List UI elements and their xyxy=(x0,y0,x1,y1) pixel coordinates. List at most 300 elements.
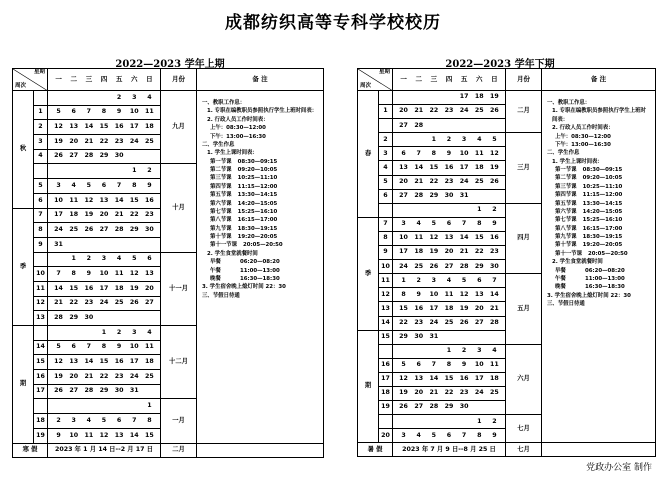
day-cell: 24 xyxy=(129,372,139,380)
day-cell xyxy=(442,207,456,213)
day-cell: 10 xyxy=(399,234,408,242)
week-number: 1 xyxy=(379,105,393,119)
notes-cell xyxy=(197,91,324,444)
weekday-name: 日 xyxy=(146,75,153,84)
day-cell: 30 xyxy=(114,152,124,160)
term-label: 季 xyxy=(13,208,34,326)
meal-hours: 11:00—13:00 xyxy=(585,275,625,282)
day-cell: 22 xyxy=(99,372,109,380)
day-cell: 9 xyxy=(416,290,421,298)
day-cell: 20 xyxy=(399,177,408,185)
week-days xyxy=(48,164,161,179)
day-cell: 10 xyxy=(69,431,79,439)
period-time: 11:15—12:00 xyxy=(582,192,623,199)
weekday-label: 星期 xyxy=(33,69,45,75)
week-days xyxy=(393,344,506,358)
notes-line: 2. 行政人员工作时间表： xyxy=(207,116,269,123)
class-period xyxy=(202,233,319,241)
day-cell: 12 xyxy=(129,269,139,277)
day-cell: 7 xyxy=(86,343,92,351)
day-cell: 27 xyxy=(444,262,454,270)
day-cell xyxy=(82,95,96,101)
day-cell: 7 xyxy=(416,149,421,157)
day-cell: 13 xyxy=(399,163,408,171)
day-cell xyxy=(412,419,426,425)
day-cell: 17 xyxy=(399,248,408,256)
day-cell xyxy=(457,123,471,129)
notes-line: 1. 学生上课时间表： xyxy=(552,158,603,165)
week-days xyxy=(48,281,161,296)
meal-time xyxy=(202,267,319,275)
meal-time xyxy=(547,267,651,275)
week-days xyxy=(393,415,506,429)
notes-time: 上午：08:30—12:00 xyxy=(555,133,611,140)
day-cell: 4 xyxy=(446,276,452,284)
week-row xyxy=(13,91,324,106)
day-cell: 7 xyxy=(132,416,137,424)
day-cell: 8 xyxy=(431,149,437,157)
day-cell: 28 xyxy=(84,152,94,160)
day-cell: 29 xyxy=(474,262,484,270)
week-days xyxy=(48,311,161,326)
period-time: 10:25—11:10 xyxy=(237,175,278,182)
period-time: 14:20—15:05 xyxy=(582,208,623,215)
day-cell xyxy=(397,137,411,143)
notes-header: 备 注 xyxy=(197,69,324,91)
day-cell: 20 xyxy=(99,211,109,219)
weekday-name: 四 xyxy=(100,75,108,84)
day-cell: 10 xyxy=(429,290,439,298)
week-number: 13 xyxy=(34,311,48,326)
vacation-label: 寒 假 xyxy=(13,443,48,457)
day-cell: 2 xyxy=(416,276,421,284)
week-days xyxy=(393,133,506,147)
week-number: 2 xyxy=(379,133,393,147)
day-cell: 12 xyxy=(99,431,109,439)
day-cell: 26 xyxy=(84,225,94,233)
day-cell: 13 xyxy=(99,196,109,204)
week-number: 12 xyxy=(379,288,393,302)
day-cell: 26 xyxy=(54,152,63,160)
term-label: 秋 xyxy=(13,91,34,209)
day-cell: 1 xyxy=(431,135,437,143)
day-cell: 30 xyxy=(459,403,469,411)
day-cell: 9 xyxy=(147,181,152,189)
period-time: 18:30—19:15 xyxy=(237,225,278,232)
day-cell: 13 xyxy=(69,123,79,131)
day-cell: 8 xyxy=(477,220,482,228)
class-period xyxy=(202,174,319,182)
period-name: 第三节课 xyxy=(555,183,577,190)
day-cell: 8 xyxy=(101,108,107,116)
vacation-dates: 2023 年 7 月 9 日--8 月 25 日 xyxy=(393,443,506,457)
class-period xyxy=(202,200,319,208)
day-cell: 29 xyxy=(99,152,109,160)
day-cell: 23 xyxy=(114,372,124,380)
day-cell: 15 xyxy=(69,284,79,292)
day-cell: 5 xyxy=(86,181,92,189)
period-name: 第六节课 xyxy=(210,200,232,207)
day-cell: 9 xyxy=(492,431,497,439)
vacation-notes xyxy=(197,443,324,457)
day-cell: 18 xyxy=(474,163,484,171)
class-period xyxy=(547,200,651,208)
day-cell: 12 xyxy=(429,234,439,242)
day-cell: 5 xyxy=(431,431,437,439)
day-cell: 1 xyxy=(147,402,152,410)
week-days xyxy=(393,358,506,372)
day-cell: 21 xyxy=(54,299,63,307)
day-cell xyxy=(412,348,426,354)
day-cell: 3 xyxy=(401,431,406,439)
day-cell: 6 xyxy=(401,149,406,157)
day-cell xyxy=(97,403,111,409)
day-cell: 25 xyxy=(474,107,484,115)
day-cell: 19 xyxy=(54,372,63,380)
day-cell: 19 xyxy=(84,211,94,219)
day-cell: 23 xyxy=(84,299,94,307)
weekday-name: 四 xyxy=(445,75,453,84)
day-cell: 24 xyxy=(429,318,439,326)
class-period xyxy=(202,183,319,191)
week-days xyxy=(393,401,506,415)
week-number xyxy=(379,203,393,217)
day-cell: 5 xyxy=(492,135,497,143)
week-number: 16 xyxy=(379,358,393,372)
weekday-name: 日 xyxy=(491,75,498,84)
day-cell xyxy=(487,123,501,129)
week-days xyxy=(48,370,161,385)
day-cell: 17 xyxy=(429,304,439,312)
notes-time: 下午：13:00—16:30 xyxy=(555,141,611,148)
period-name: 第十一节课 xyxy=(210,242,237,249)
vacation-label: 暑 假 xyxy=(358,443,393,457)
day-cell: 1 xyxy=(132,167,137,175)
meal-name: 午餐 xyxy=(210,267,221,274)
day-cell xyxy=(67,403,81,409)
week-number: 4 xyxy=(34,149,48,164)
day-cell xyxy=(442,94,456,100)
day-cell: 25 xyxy=(114,299,124,307)
week-number: 8 xyxy=(379,231,393,245)
day-cell: 5 xyxy=(101,416,107,424)
day-cell: 24 xyxy=(99,299,109,307)
day-cell: 2 xyxy=(461,347,467,355)
day-cell: 4 xyxy=(147,328,152,336)
week-number: 20 xyxy=(379,429,393,443)
day-cell: 19 xyxy=(429,248,439,256)
day-cell: 11 xyxy=(444,290,454,298)
meal-hours: 11:00—13:00 xyxy=(240,267,280,274)
day-cell: 6 xyxy=(446,220,452,228)
day-cell: 11 xyxy=(69,196,79,204)
day-cell: 16 xyxy=(414,304,424,312)
day-cell: 26 xyxy=(399,403,408,411)
day-cell xyxy=(487,404,501,410)
day-cell xyxy=(442,334,456,340)
day-cell: 2 xyxy=(446,135,452,143)
day-cell xyxy=(487,334,501,340)
week-days xyxy=(393,274,506,288)
day-cell: 6 xyxy=(116,416,122,424)
day-cell: 17 xyxy=(474,375,484,383)
day-cell: 20 xyxy=(444,248,454,256)
day-cell xyxy=(127,403,141,409)
day-cell xyxy=(67,95,81,101)
day-cell xyxy=(142,153,156,159)
day-cell: 4 xyxy=(492,347,497,355)
day-cell: 17 xyxy=(459,163,469,171)
day-cell: 17 xyxy=(99,284,109,292)
class-period xyxy=(547,166,651,174)
day-cell: 18 xyxy=(145,358,154,366)
period-name: 第八节课 xyxy=(555,225,577,232)
day-cell: 26 xyxy=(54,387,63,395)
day-cell: 21 xyxy=(84,372,94,380)
class-period xyxy=(547,174,651,182)
notes-content xyxy=(547,99,651,308)
day-cell: 5 xyxy=(132,255,137,263)
week-days xyxy=(393,119,506,133)
day-cell: 2 xyxy=(116,93,122,101)
day-cell: 29 xyxy=(129,225,139,233)
week-number xyxy=(379,91,393,105)
vacation-dates: 2023 年 1 月 14 日--2 月 17 日 xyxy=(48,443,161,457)
day-cell xyxy=(97,95,111,101)
day-cell: 29 xyxy=(399,332,408,340)
class-period xyxy=(547,183,651,191)
week-days xyxy=(48,267,161,282)
day-cell: 8 xyxy=(147,416,152,424)
day-cell: 24 xyxy=(474,389,484,397)
day-cell: 20 xyxy=(145,284,154,292)
day-cell xyxy=(457,419,471,425)
fall-semester-title: 2022—2023 学年上期 xyxy=(115,59,225,70)
day-cell: 4 xyxy=(147,93,152,101)
notes-line: 三、节假日待通 xyxy=(547,301,585,307)
day-cell: 19 xyxy=(490,93,499,101)
period-name: 第十一节课 xyxy=(555,250,582,257)
week-number xyxy=(34,252,48,267)
day-cell: 6 xyxy=(477,276,482,284)
day-cell xyxy=(142,242,156,248)
day-cell: 26 xyxy=(129,299,139,307)
day-cell: 18 xyxy=(114,284,124,292)
week-days xyxy=(48,414,161,429)
meal-hours: 06:20—08:20 xyxy=(240,259,280,266)
day-cell: 7 xyxy=(116,181,122,189)
notes-line: 三、节假日待通 xyxy=(202,292,240,299)
notes-time: 上午：08:30—12:00 xyxy=(210,125,266,132)
day-cell xyxy=(52,330,66,336)
day-cell: 5 xyxy=(56,108,61,116)
week-number: 17 xyxy=(379,372,393,386)
week-number: 10 xyxy=(379,260,393,274)
notes-heading-staff: 一、教职工作息： xyxy=(202,100,246,106)
day-cell: 3 xyxy=(132,93,137,101)
day-cell: 14 xyxy=(54,284,63,292)
week-number-label: 周次 xyxy=(360,82,372,89)
week-number: 1 xyxy=(34,105,48,120)
week-days xyxy=(393,429,506,443)
day-cell: 19 xyxy=(490,163,499,171)
day-cell xyxy=(67,242,81,248)
day-cell: 16 xyxy=(459,375,469,383)
day-cell: 22 xyxy=(444,389,454,397)
day-cell: 6 xyxy=(101,181,107,189)
day-cell: 14 xyxy=(414,163,424,171)
day-cell xyxy=(112,403,126,409)
day-cell: 7 xyxy=(461,431,467,439)
day-cell: 24 xyxy=(129,137,139,145)
period-name: 第四节课 xyxy=(555,192,577,199)
week-days xyxy=(48,120,161,135)
day-cell: 23 xyxy=(114,137,124,145)
week-number: 19 xyxy=(34,428,48,443)
day-cell: 30 xyxy=(414,332,424,340)
day-cell: 8 xyxy=(101,343,107,351)
class-period xyxy=(547,250,651,258)
day-cell: 29 xyxy=(99,387,109,395)
term-label: 春 xyxy=(358,91,379,218)
week-number: 7 xyxy=(379,217,393,231)
day-cell xyxy=(457,207,471,213)
day-cell: 25 xyxy=(145,372,154,380)
day-cell xyxy=(472,404,486,410)
day-cell: 25 xyxy=(69,225,79,233)
day-cell: 3 xyxy=(461,135,467,143)
day-cell: 2 xyxy=(492,417,497,425)
day-cell: 10 xyxy=(54,196,63,204)
day-cell: 17 xyxy=(459,93,469,101)
week-days xyxy=(48,193,161,208)
day-cell: 5 xyxy=(56,343,61,351)
week-days xyxy=(393,288,506,302)
day-cell: 22 xyxy=(129,211,139,219)
day-cell: 7 xyxy=(461,220,467,228)
day-cell: 15 xyxy=(145,431,154,439)
day-cell: 2 xyxy=(56,416,61,424)
day-cell: 8 xyxy=(71,269,76,277)
day-cell: 5 xyxy=(401,361,406,369)
day-cell: 19 xyxy=(459,304,469,312)
class-period xyxy=(547,241,651,249)
day-cell: 25 xyxy=(145,137,154,145)
week-number xyxy=(379,344,393,358)
notes-content xyxy=(202,99,319,300)
meal-name: 早餐 xyxy=(555,267,566,274)
day-cell: 3 xyxy=(477,347,482,355)
period-time: 16:15—17:00 xyxy=(582,225,623,232)
week-days xyxy=(393,260,506,274)
meal-name: 午餐 xyxy=(555,275,566,282)
day-cell: 27 xyxy=(399,121,408,129)
notes-heading-student: 二、学生作息 xyxy=(547,150,580,157)
week-days xyxy=(393,161,506,175)
week-days xyxy=(393,203,506,217)
period-name: 第五节课 xyxy=(555,200,577,207)
day-cell xyxy=(112,242,126,248)
day-cell: 15 xyxy=(399,304,408,312)
day-cell xyxy=(427,419,441,425)
week-number: 4 xyxy=(379,161,393,175)
week-number: 7 xyxy=(34,208,48,223)
month-label: 十月 xyxy=(161,164,197,252)
week-days xyxy=(48,384,161,399)
weekday-name: 六 xyxy=(476,75,483,84)
week-number: 11 xyxy=(34,281,48,296)
day-cell xyxy=(412,94,426,100)
period-time: 19:20—20:05 xyxy=(582,242,623,249)
day-cell: 23 xyxy=(145,211,154,219)
day-cell: 19 xyxy=(129,284,139,292)
day-cell: 20 xyxy=(474,304,484,312)
day-cell: 22 xyxy=(429,107,439,115)
day-cell: 8 xyxy=(446,361,452,369)
day-cell: 16 xyxy=(145,196,154,204)
day-cell: 10 xyxy=(129,343,139,351)
week-header-cell xyxy=(13,69,48,91)
week-number: 18 xyxy=(379,386,393,400)
period-time: 08:30—09:15 xyxy=(582,167,623,173)
weekday-name: 五 xyxy=(460,75,468,84)
day-cell: 15 xyxy=(429,163,439,171)
day-cell: 11 xyxy=(474,149,484,157)
period-time: 20:05—20:50 xyxy=(242,242,283,249)
day-cell: 11 xyxy=(114,269,124,277)
day-cell xyxy=(442,123,456,129)
day-cell: 14 xyxy=(429,375,439,383)
day-cell: 3 xyxy=(101,255,107,263)
week-days xyxy=(48,355,161,370)
weekday-name: 一 xyxy=(55,75,62,84)
notes-cell xyxy=(542,91,656,443)
week-days xyxy=(393,189,506,203)
period-name: 第一节课 xyxy=(210,158,232,165)
period-name: 第七节课 xyxy=(210,208,232,215)
day-cell: 24 xyxy=(459,107,469,115)
weekday-name: 五 xyxy=(115,75,123,84)
notes-line: 2. 学生食堂就餐时间 xyxy=(207,250,258,257)
day-cell: 7 xyxy=(56,269,61,277)
period-name: 第八节课 xyxy=(210,217,232,224)
day-cell: 20 xyxy=(69,137,79,145)
day-cell xyxy=(487,193,501,199)
month-label: 三月 xyxy=(506,133,542,203)
notes-line: 2. 行政人员工作时间表： xyxy=(552,125,614,132)
notes-line: 3. 学生宿舍晚上熄灯时间 22：30 xyxy=(202,284,286,291)
vacation-month: 七月 xyxy=(506,443,542,457)
day-cell: 18 xyxy=(145,123,154,131)
day-cell: 12 xyxy=(54,123,63,131)
meal-name: 晚餐 xyxy=(210,275,221,282)
day-cell: 23 xyxy=(444,177,454,185)
week-days xyxy=(393,231,506,245)
day-cell: 29 xyxy=(69,314,79,321)
day-cell: 23 xyxy=(414,318,424,326)
day-cell xyxy=(472,193,486,199)
day-cell xyxy=(97,168,111,174)
day-cell: 31 xyxy=(429,332,439,340)
week-number: 11 xyxy=(379,274,393,288)
period-name: 第七节课 xyxy=(555,217,577,224)
meal-hours: 16:30—18:30 xyxy=(240,275,280,282)
day-cell: 30 xyxy=(84,314,94,321)
day-cell xyxy=(52,168,66,174)
term-label: 期 xyxy=(13,326,34,444)
period-name: 第九节课 xyxy=(555,234,577,240)
week-days xyxy=(393,302,506,316)
